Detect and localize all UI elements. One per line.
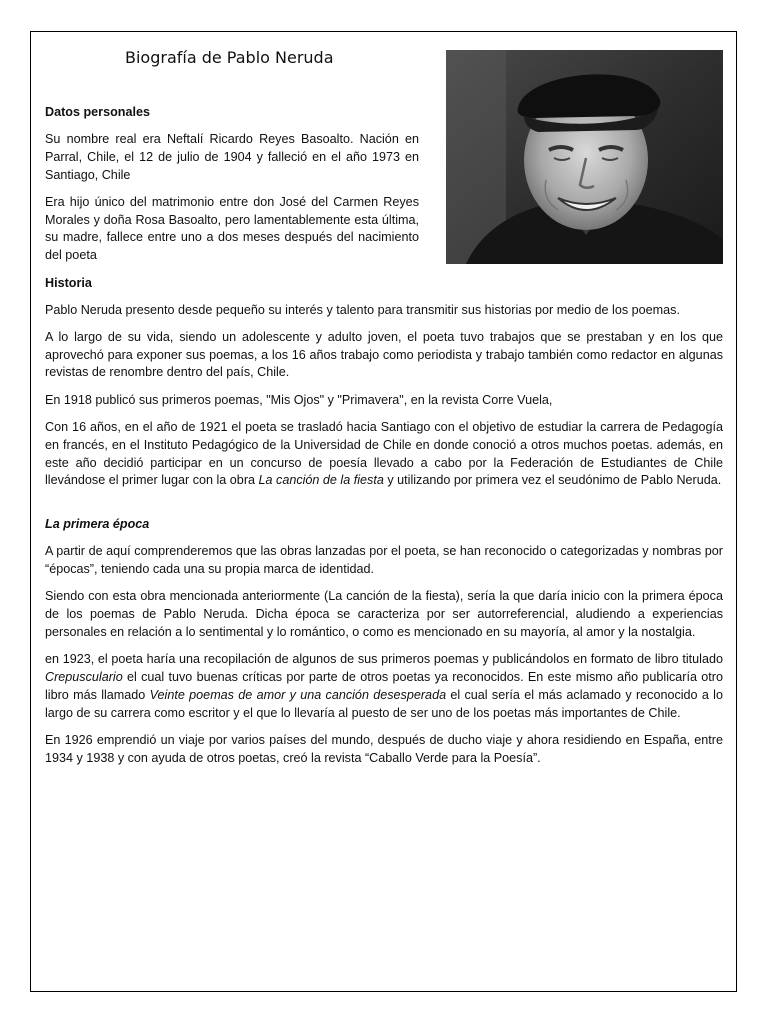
portrait-photo: [446, 50, 723, 264]
paragraph: Pablo Neruda presento desde pequeño su interés y talento para transmitir sus historias por medio de los poemas.: [45, 302, 680, 317]
portrait-photo-icon: [446, 50, 723, 264]
document-page: [30, 31, 737, 992]
paragraph: Era hijo único del matrimonio entre don José del Carmen Reyes Morales y doña Rosa Basoalto, pero lamentablemente esta última, su madre, fallece entre uno a dos meses después del nacimiento del poeta: [45, 194, 419, 263]
section-heading-datos-personales: Datos personales: [45, 105, 150, 119]
paragraph: A partir de aquí comprenderemos que las obras lanzadas por el poeta, se han reconocido o categorizadas y nombras por “épocas”, teniendo cada una su propia marca de identidad.: [45, 544, 723, 577]
section-heading-primera-epoca: La primera época: [45, 517, 150, 532]
paragraph: En 1918 publicó sus primeros poemas, "Mis Ojos" y "Primavera", en la revista Corre Vuela,: [45, 392, 553, 407]
text-run: el cual sería el más aclamado y reconocido a lo largo de su carrera como escritor y el que lo llevaría al puesto de ser uno de los poetas más importantes de Chile.: [45, 687, 723, 720]
work-title: Crepusculario: [45, 670, 123, 685]
paragraph: A lo largo de su vida, siendo un adolescente y adulto joven, el poeta tuvo trabajos que se prestaban y en los que aprovechó para exponer sus poemas, a los 16 años trabajo como periodista y trabajo también como redactor en algunas revistas de renombre dentro del país, Chile.: [45, 329, 723, 380]
text-run: el cual tuvo buenas críticas por parte de otros poetas ya reconocidos. En este mismo año publicaría otro libro más llamado: [45, 670, 723, 702]
top-text-column: [45, 104, 419, 265]
page-title: Biografía de Pablo Neruda: [125, 48, 334, 67]
paragraph: En 1926 emprendió un viaje por varios países del mundo, después de ducho viaje y ahora residiendo en España, entre 1934 y 1938 y con ayuda de otros poetas, creó la revista “Caballo Verde para la Poesía”.: [45, 732, 723, 765]
text-run: en 1923, el poeta haría una recopilación de algunos de sus primeros poemas y publicándolos en formato de libro titulado: [45, 652, 723, 667]
work-title: La canción de la fiesta: [258, 473, 384, 488]
paragraph: Su nombre real era Neftalí Ricardo Reyes Basoalto. Nación en Parral, Chile, el 12 de julio de 1904 y falleció en el año 1973 en Santiago, Chile: [45, 132, 419, 182]
paragraph: [45, 419, 723, 490]
work-title: Veinte poemas de amor y una canción desesperada: [149, 687, 447, 702]
section-heading-historia: Historia: [45, 275, 92, 290]
document-content: [45, 48, 723, 777]
text-run: Con 16 años, en el año de 1921 el poeta se trasladó hacia Santiago con el objetivo de estudiar la carrera de Pedagogía en francés, en el Instituto Pedagógico de la Universidad de Chile en donde conoció a otros muchos poetas. además, en este año decidió participar en un concurso de poesía llevado a cabo por la Federación de Estudiantes de Chile llevándose el primer lugar con la obra: [45, 420, 723, 488]
paragraph: Siendo con esta obra mencionada anteriormente (La canción de la fiesta), sería la que daría inicio con la primera época de los poemas de Pablo Neruda. Dicha época se caracteriza por ser autorreferencial, aludiendo a experiencias personales en relación a lo sentimental y lo romántico, o como es mencionado en su mayoría, al amor y la nostalgia.: [45, 589, 723, 639]
text-run: y utilizando por primera vez el seudónimo de Pablo Neruda.: [383, 473, 722, 488]
paragraph: [45, 651, 723, 722]
